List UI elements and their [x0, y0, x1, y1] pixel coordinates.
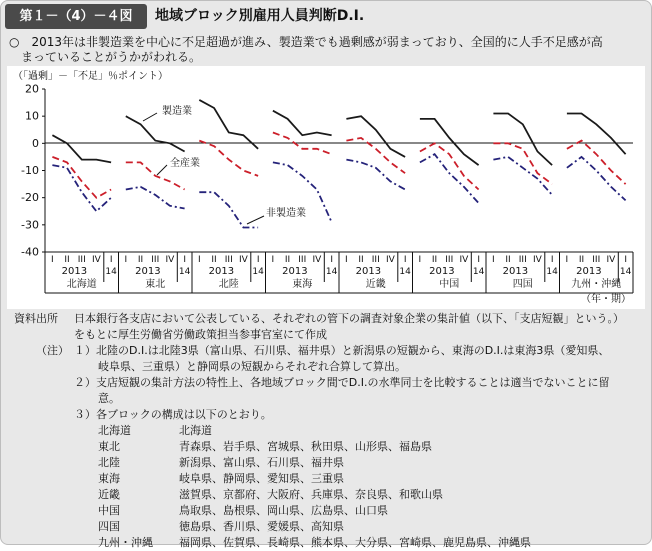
note-label: （注） [36, 344, 69, 357]
quarter-label: III [518, 255, 527, 265]
series-line [493, 114, 552, 166]
region-label: 近畿 [365, 279, 386, 290]
region-label: 四国 [512, 279, 533, 290]
quarter-label: I [565, 255, 569, 265]
year-label: 2013 [429, 266, 455, 277]
y-axis-label: （「過剰」－「不足」％ポイント） [13, 71, 168, 82]
quarter-label: I [550, 255, 554, 265]
quarter-label: IV [459, 255, 469, 265]
quarter-label: III [592, 255, 601, 265]
series-line [567, 141, 626, 185]
series-line [199, 141, 258, 176]
year-label: 2013 [135, 266, 161, 277]
block-members: 福岡県、佐賀県、長崎県、熊本県、大分県、宮崎県、鹿児島県、沖縄県 [179, 536, 531, 549]
source-text-2: をもとに厚生労働省労働政策担当参事官室にて作成 [74, 328, 327, 341]
year-label: 14 [472, 267, 485, 277]
year-label: 14 [105, 267, 117, 277]
y-tick-label: 0 [32, 136, 39, 150]
year-label: 2013 [355, 266, 382, 277]
annotation-leader [157, 165, 167, 175]
block-members: 青森県、岩手県、宮城県、秋田県、山形県、福島県 [179, 440, 432, 453]
quarter-label: IV [239, 255, 248, 265]
block-name: 九州・沖縄 [98, 536, 153, 549]
series-line [52, 157, 111, 198]
quarter-label: I [492, 255, 495, 265]
quarter-label: I [256, 255, 260, 265]
source-label: 資料出所 [14, 312, 58, 325]
block-name: 北陸 [98, 456, 120, 469]
quarter-label: IV [386, 255, 395, 265]
block-name: 東海 [98, 472, 120, 485]
quarter-label: I [477, 255, 480, 265]
year-label: 14 [399, 267, 411, 277]
annotation-leader [143, 113, 157, 121]
block-members: 岐阜県、静岡県、愛知県、三重県 [179, 472, 344, 485]
series-line [493, 143, 552, 184]
series-line [420, 119, 479, 165]
series-line [199, 100, 258, 149]
block-members: 滋賀県、京都府、大阪府、兵庫県、奈良県、和歌山県 [179, 488, 443, 501]
figure-title: 地域ブロック別雇用人員判断D.I. [155, 8, 365, 24]
region-label: 東海 [292, 279, 313, 290]
year-label: 2013 [576, 266, 602, 277]
annotation-label: 非製造業 [266, 208, 306, 219]
series-line [567, 114, 626, 155]
series-line [52, 165, 111, 211]
series-line [273, 111, 332, 136]
year-label: 14 [325, 267, 338, 277]
quarter-label: I [124, 255, 128, 265]
quarter-label: II [578, 255, 585, 265]
series-line [420, 143, 479, 189]
series-line [420, 154, 479, 203]
quarter-label: IV [312, 255, 322, 265]
y-tick-label: -30 [21, 218, 39, 232]
y-tick-label: 10 [25, 109, 39, 123]
quarter-label: III [151, 255, 160, 265]
quarter-label: I [271, 255, 275, 265]
figure-number: 第１－（4）－４図 [5, 4, 147, 29]
note-1-line-2: 岐阜県、三重県）と静岡県の短観からそれぞれ合算して算出。 [98, 360, 406, 373]
quarter-label: II [431, 255, 438, 265]
note-2-line-1: ２）支店短観の集計方法の特性上、各地域ブロック間でD.I.の水準同士を比較することは適当でないことに留 [74, 376, 610, 389]
year-label: 2013 [61, 266, 88, 277]
year-label: 2013 [282, 266, 308, 277]
quarter-label: II [64, 255, 70, 265]
block-name: 中国 [98, 504, 120, 517]
quarter-label: I [109, 255, 113, 265]
year-label: 14 [252, 267, 264, 277]
quarter-label: I [403, 255, 407, 265]
x-axis-unit-label: （年・期） [581, 294, 631, 305]
quarter-label: IV [92, 255, 101, 265]
y-tick-label: -20 [21, 191, 39, 205]
note-1-line-1: １）北陸のD.I.は北陸3県（富山県、石川県、福井県）と新潟県の短観から、東海のD.I.は東海3県（愛知県、 [74, 344, 610, 357]
block-members: 鳥取県、島根県、岡山県、広島県、山口県 [179, 504, 388, 517]
quarter-label: I [345, 255, 348, 265]
year-label: 14 [546, 267, 558, 277]
block-name: 北海道 [98, 424, 131, 437]
quarter-label: II [358, 255, 364, 265]
quarter-label: III [445, 255, 454, 265]
series-line [493, 157, 552, 195]
block-members: 新潟県、富山県、石川県、福井県 [179, 456, 344, 469]
quarter-label: I [330, 255, 333, 265]
block-name: 四国 [98, 520, 120, 533]
region-label: 東北 [145, 279, 166, 290]
note-3-line-1: ３）各ブロックの構成は以下のとおり。 [74, 408, 272, 421]
region-label: 中国 [439, 279, 460, 290]
series-line [567, 157, 626, 201]
region-label: 九州・沖縄 [571, 279, 622, 290]
quarter-label: II [211, 255, 217, 265]
year-label: 2013 [502, 266, 529, 277]
quarter-label: III [298, 255, 307, 265]
quarter-label: I [51, 255, 54, 265]
quarter-label: IV [533, 255, 542, 265]
year-label: 2013 [208, 266, 235, 277]
quarter-label: II [137, 255, 144, 265]
block-members: 徳島県、香川県、愛媛県、高知県 [179, 520, 344, 533]
block-members: 北海道 [179, 424, 212, 437]
quarter-label: II [505, 255, 511, 265]
annotation-label: 全産業 [170, 158, 200, 169]
summary-line-1: ○ 2013年は非製造業を中心に不足超過が進み、製造業でも過剰感が弱まっており、全国的に人手不足感が高 [9, 35, 603, 49]
quarter-label: IV [165, 255, 175, 265]
quarter-label: III [224, 255, 233, 265]
series-line [199, 192, 258, 227]
quarter-label: II [284, 255, 291, 265]
quarter-label: I [418, 255, 422, 265]
y-tick-label: 20 [25, 82, 39, 96]
note-2-line-2: 意。 [98, 392, 120, 405]
quarter-label: III [77, 255, 86, 265]
region-label: 北海道 [66, 279, 97, 290]
block-name: 東北 [98, 440, 120, 453]
quarter-label: IV [606, 255, 616, 265]
quarter-label: I [624, 255, 627, 265]
source-text-1: 日本銀行各支店において公表している、それぞれの管下の調査対象企業の集計値（以下、「支店短観」という。） [74, 312, 624, 325]
y-tick-label: -40 [21, 245, 39, 259]
y-tick-label: -10 [21, 164, 39, 177]
annotation-label: 製造業 [162, 106, 192, 117]
series-line [346, 116, 405, 157]
summary-line-2: まっていることがうかがわれる。 [21, 50, 202, 64]
series-line [52, 135, 111, 162]
annotation-leader [247, 216, 264, 224]
quarter-label: III [371, 255, 380, 265]
series-line [346, 160, 405, 190]
quarter-label: I [183, 255, 186, 265]
block-name: 近畿 [98, 488, 120, 501]
quarter-label: I [198, 255, 201, 265]
series-line [126, 116, 185, 151]
series-line [126, 187, 185, 209]
year-label: 14 [619, 267, 632, 277]
year-label: 14 [178, 267, 191, 277]
region-label: 北陸 [218, 279, 239, 290]
